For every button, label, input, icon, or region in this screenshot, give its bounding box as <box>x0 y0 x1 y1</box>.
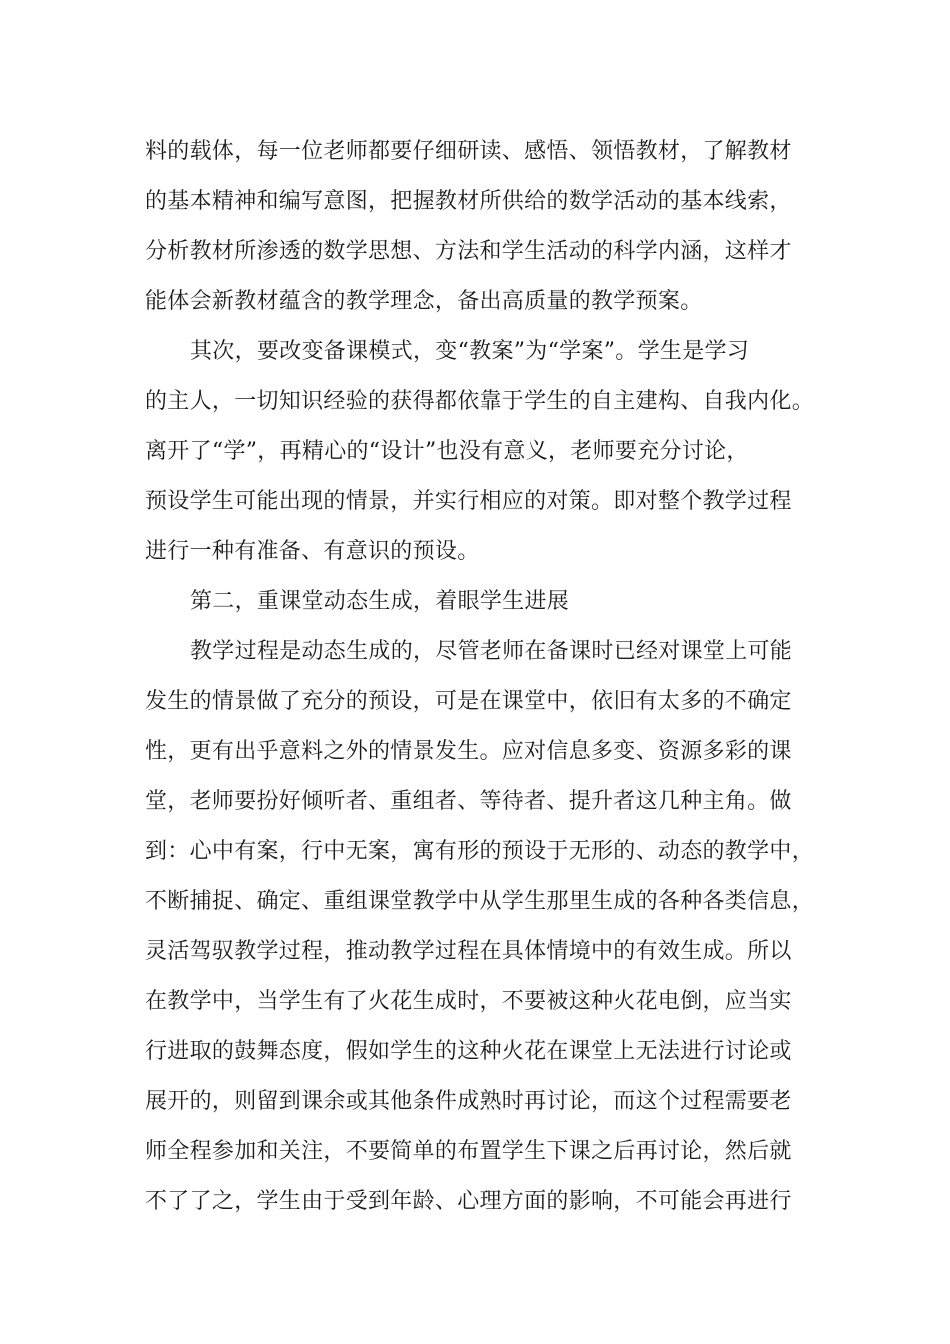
text-line: 料的载体，每一位老师都要仔细研读、感悟、领悟教材，了解教材 <box>145 139 792 164</box>
text-line: 离开了“学”，再精心的“设计”也没有意义，老师要充分讨论， <box>145 439 749 464</box>
text-line: 预设学生可能出现的情景，并实行相应的对策。即对整个教学过程 <box>145 489 792 514</box>
text-line: 不了了之，学生由于受到年龄、心理方面的影响，不可能会再进行 <box>145 1189 792 1214</box>
text-line: 的基本精神和编写意图，把握教材所供给的数学活动的基本线索， <box>145 189 792 214</box>
text-line: 不断捕捉、确定、重组课堂教学中从学生那里生成的各种各类信息， <box>145 889 815 914</box>
text-line: 行进取的鼓舞态度，假如学生的这种火花在课堂上无法进行讨论或 <box>145 1039 792 1064</box>
text-line: 灵活驾驭教学过程，推动教学过程在具体情境中的有效生成。所以 <box>145 939 792 964</box>
paragraph-first-line: 教学过程是动态生成的，尽管老师在备课时已经对课堂上可能 <box>190 639 793 664</box>
text-line: 性，更有出乎意料之外的情景发生。应对信息多变、资源多彩的课 <box>145 739 792 764</box>
text-line: 的主人，一切知识经验的获得都依靠于学生的自主建构、自我内化。 <box>145 389 815 414</box>
paragraph-first-line: 其次，要改变备课模式，变“教案”为“学案”。学生是学习 <box>190 339 750 364</box>
text-line: 展开的，则留到课余或其他条件成熟时再讨论，而这个过程需要老 <box>145 1089 792 1114</box>
section-heading: 第二，重课堂动态生成，着眼学生进展 <box>190 589 570 614</box>
text-line: 师全程参加和关注，不要简单的布置学生下课之后再讨论，然后就 <box>145 1139 792 1164</box>
text-line: 堂，老师要扮好倾听者、重组者、等待者、提升者这几种主角。做 <box>145 789 792 814</box>
text-line: 进行一种有准备、有意识的预设。 <box>145 539 480 564</box>
text-line: 能体会新教材蕴含的教学理念，备出高质量的教学预案。 <box>145 289 703 314</box>
text-line: 分析教材所渗透的数学思想、方法和学生活动的科学内涵，这样才 <box>145 239 792 264</box>
text-line: 到：心中有案，行中无案，寓有形的预设于无形的、动态的教学中， <box>145 839 815 864</box>
text-line: 在教学中，当学生有了火花生成时，不要被这种火花电倒，应当实 <box>145 989 792 1014</box>
text-line: 发生的情景做了充分的预设，可是在课堂中，依旧有太多的不确定 <box>145 689 792 714</box>
